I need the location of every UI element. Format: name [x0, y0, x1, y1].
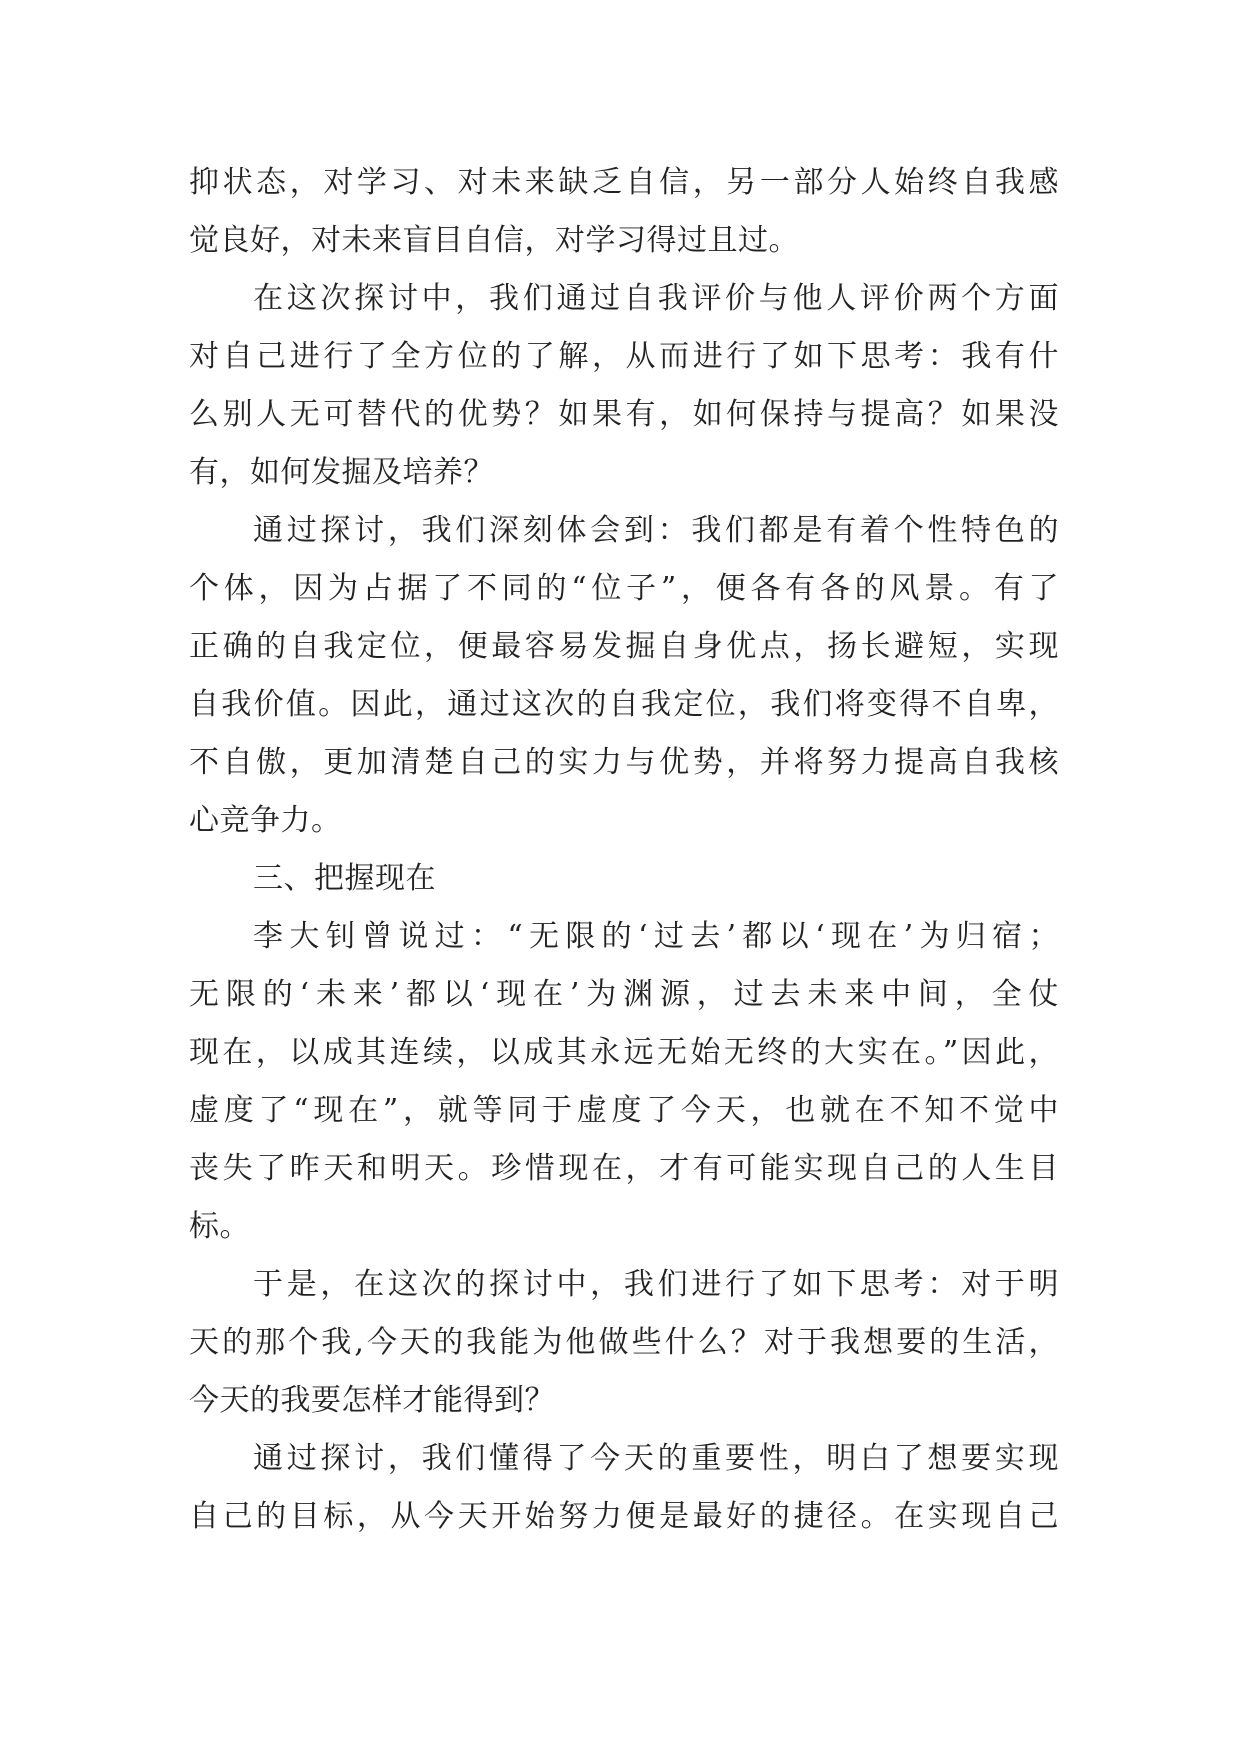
body-line: 么别人无可替代的优势？如果有，如何保持与提高？如果没: [189, 397, 1059, 432]
body-line: 有，如何发掘及培养？: [189, 455, 494, 490]
document-body: [189, 154, 1059, 1546]
body-line: 不自傲，更加清楚自己的实力与优势，并将努力提高自我核: [189, 745, 1059, 780]
body-line: 虚度了“现在”，就等同于虚度了今天，也就在不知不觉中: [189, 1093, 1059, 1128]
body-line: 对自己进行了全方位的了解，从而进行了如下思考：我有什: [189, 339, 1059, 374]
body-line: 觉良好，对未来盲目自信，对学习得过且过。: [189, 223, 799, 258]
body-line: 通过探讨，我们懂得了今天的重要性，明白了想要实现: [253, 1441, 1059, 1476]
body-line: 无限的‘未来’都以‘现在’为渊源，过去未来中间，全仗: [189, 977, 1059, 1012]
body-line: 李大钊曾说过：“无限的‘过去’都以‘现在’为归宿；: [253, 919, 1059, 954]
body-line: 在这次探讨中，我们通过自我评价与他人评价两个方面: [253, 281, 1059, 316]
body-line: 现在，以成其连续，以成其永远无始无终的大实在。”因此，: [189, 1035, 1059, 1070]
body-line: 自己的目标，从今天开始努力便是最好的捷径。在实现自己: [189, 1499, 1059, 1534]
body-line: 标。: [189, 1209, 250, 1244]
section-heading: 三、把握现在: [253, 861, 436, 896]
body-line: 通过探讨，我们深刻体会到：我们都是有着个性特色的: [253, 513, 1059, 548]
body-line: 天的那个我,今天的我能为他做些什么？对于我想要的生活，: [189, 1325, 1059, 1360]
body-line: 自我价值。因此，通过这次的自我定位，我们将变得不自卑，: [189, 687, 1059, 722]
body-line: 心竞争力。: [189, 803, 342, 838]
body-line: 今天的我要怎样才能得到？: [189, 1383, 555, 1418]
body-line: 抑状态，对学习、对未来缺乏自信，另一部分人始终自我感: [189, 165, 1059, 200]
body-line: 个体，因为占据了不同的“位子”，便各有各的风景。有了: [189, 571, 1059, 606]
body-line: 正确的自我定位，便最容易发掘自身优点，扬长避短，实现: [189, 629, 1059, 664]
body-line: 丧失了昨天和明天。珍惜现在，才有可能实现自己的人生目: [189, 1151, 1059, 1186]
body-line: 于是，在这次的探讨中，我们进行了如下思考：对于明: [253, 1267, 1059, 1302]
